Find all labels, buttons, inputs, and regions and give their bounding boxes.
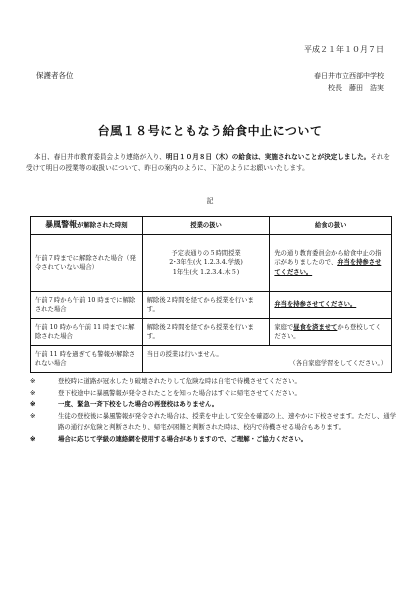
row2-lunch-underline: 弁当を持参させてください。 [274,301,357,309]
row1-class-line2: 2･3年生(火 1.2.3.4.学級) [169,259,243,267]
addressee: 保護者各位 [36,71,74,80]
header-time [31,217,143,235]
body-paragraph [26,152,396,174]
note-item [30,399,402,411]
header-lunch: 給食の扱い [270,217,392,235]
table-row [31,319,392,346]
header-time-rest: が解除された時刻 [77,222,128,230]
row1-class-line3: 1年生(火 1.2.3.4.木５) [172,268,240,276]
note-item [30,388,402,400]
row1-lunch [270,235,392,292]
row1-class [142,235,270,292]
row4-merged-note: （各自家庭学習をしてください。） [289,360,387,367]
row4-merged [142,346,391,373]
row3-lunch-pre: 家庭で [274,323,294,331]
note-text: 登下校途中に暴風警報が発令されたことを知った場合はすぐに帰宅させてください。 [58,388,301,397]
row3-lunch-underline: 昼食を済ませて [293,323,338,331]
note-item [30,434,402,446]
row1-lunch-underline: 弁当を持参させてください。 [274,259,382,276]
row1-lunch-pre: 先の通り教育委員会から給食中止の指示がありましたので、 [274,249,382,267]
row4-time: 午前 11 時を過ぎても警報が解除されない場合 [31,346,143,373]
table-header-row [31,217,392,235]
note-mark: ※ [30,388,36,397]
row2-lunch [270,292,392,319]
ki-marker: 記 [206,197,214,205]
row1-class-line1: 予定表通りの５時間授業 [171,249,241,257]
note-item [30,411,402,434]
header-time-big: 暴風警報 [45,219,78,230]
note-mark: ※ [30,400,36,408]
row2-time: 午前７時から午前 10 時までに解除された場合 [31,292,143,319]
sender-block [314,70,384,94]
note-text: 一度、緊急一斉下校をした場合の再登校はありません。 [58,400,219,408]
note-mark: ※ [30,434,36,443]
row1-time: 午前７時までに解除された場合（発令されていない場合） [31,235,143,292]
notes-list [30,376,402,445]
note-text: 登校時に道路が冠水したり破壊されたりして危険な時は自宅で待機させてください。 [58,377,301,385]
row3-lunch [270,319,392,346]
row4-merged-main: 当日の授業は行いません。 [146,350,223,358]
note-text: 場合に応じて学級の連絡網を使用する場合がありますので、ご理解・ご協力ください。 [58,434,308,443]
table-row [31,235,392,292]
note-item [30,376,402,388]
body-bold-notice: 明日１０月８日（木）の給食は、実施されないことが決定しました。 [165,153,371,161]
principal-name: 校長 藤田 浩実 [328,84,384,92]
issue-date: 平成２１年１０月７日 [304,45,384,54]
table-row [31,292,392,319]
row3-time: 午前 10 時から午前 11 時までに解除された場合 [31,319,143,346]
note-mark: ※ [30,411,36,420]
row2-class: 解除後２時間を経てから授業を行います。 [142,292,270,319]
row3-class: 解除後２時間を経てから授業を行います。 [142,319,270,346]
table-row [31,346,392,373]
schedule-table [30,216,392,373]
body-rest: それを受けて明日の授業等の取扱いについて、昨日の案内のように、下記のようにお願いいたします。 [26,153,391,172]
row3-lunch-post: から登校してください。 [274,323,382,340]
header-class: 授業の扱い [142,217,270,235]
body-intro: 本日、春日井市教育委員会より連絡が入り、 [34,153,166,161]
page-title: 台風１８号にともなう給食中止について [97,124,323,138]
note-mark: ※ [30,377,36,385]
note-text: 生徒の登校後に暴風警報が発令された場合は、授業を中止して安全を確認の上、速やかに下校させます。ただし、通学路の通行が危険と判断されたり、帰宅が困難と判断された時は、校内で待機させる場合もあります。 [58,411,397,431]
school-name: 春日井市立西部中学校 [314,72,384,80]
